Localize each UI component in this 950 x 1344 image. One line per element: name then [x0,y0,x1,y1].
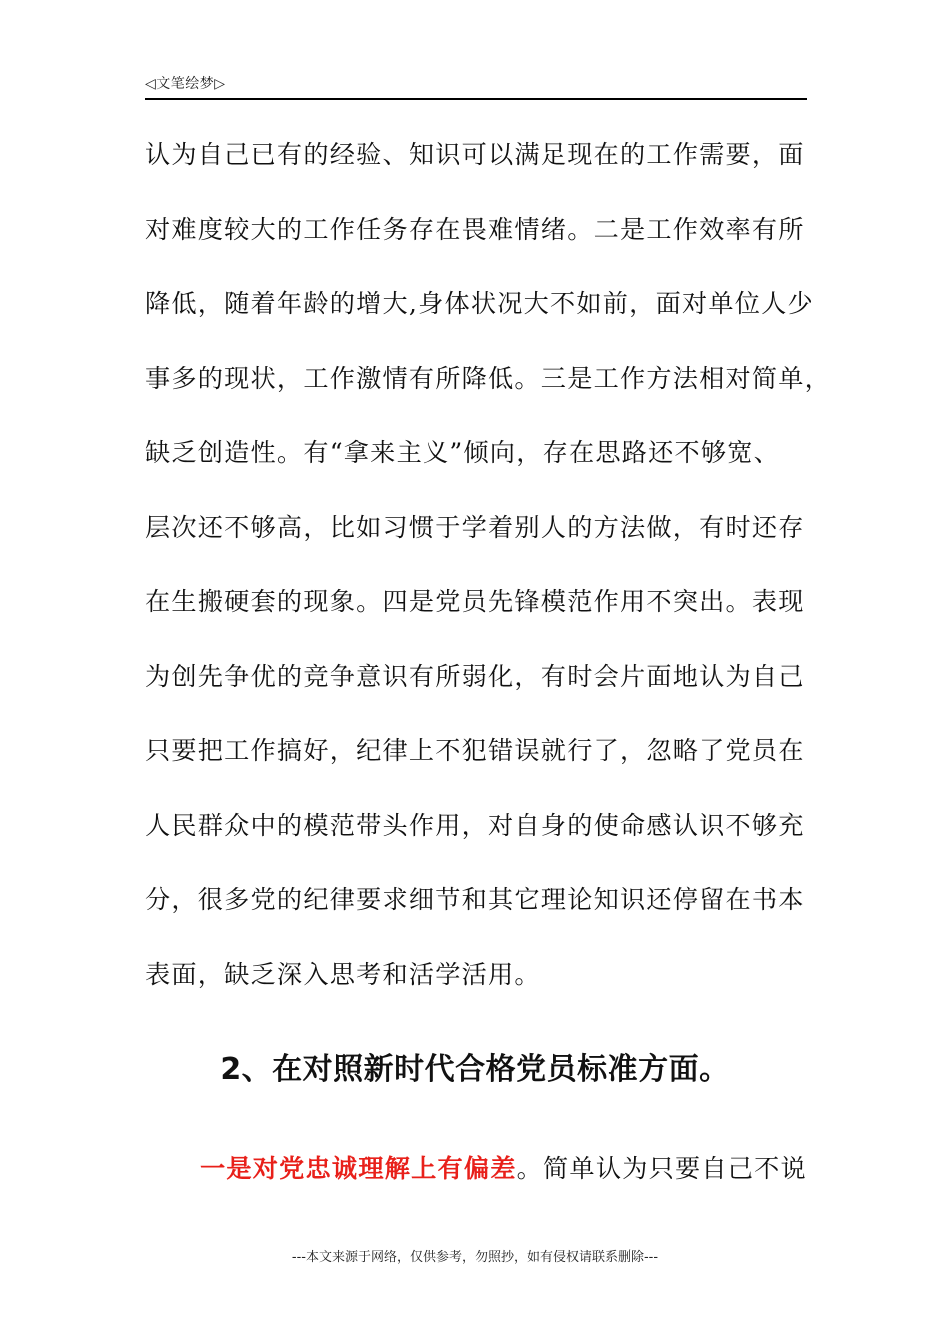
body-line: 对难度较大的工作任务存在畏难情绪。二是工作效率有所 [145,214,805,244]
section-heading: 2、在对照新时代合格党员标准方面。 [220,1052,730,1087]
highlighted-phrase: 一是对党忠诚理解上有偏差 [200,1154,517,1183]
body-line: 事多的现状，工作激情有所降低。三是工作方法相对简单， [145,363,832,393]
body-line: 缺乏创造性。有“拿来主义”倾向，存在思路还不够宽、 [145,438,781,467]
page-footer: ---本文来源于网络，仅供参考，勿照抄，如有侵权请联系删除--- [291,1250,659,1265]
body-line: 在生搬硬套的现象。四是党员先锋模范作用不突出。表现 [145,587,805,616]
body-line: 只要把工作搞好，纪律上不犯错误就行了，忽略了党员在 [145,736,805,765]
body-line: 人民群众中的模范带头作用，对自身的使命感认识不够充 [145,810,805,840]
body-paragraph [145,118,832,1012]
body-line: 降低，随着年龄的增大,身体状况大不如前，面对单位人少 [145,289,814,318]
paragraph-two-text: 。简单认为只要自己不说 [516,1154,807,1183]
paragraph-two [200,1149,807,1189]
body-line: 层次还不够高，比如习惯于学着别人的方法做，有时还存 [145,512,805,542]
body-line: 为创先争优的竞争意识有所弱化，有时会片面地认为自己 [145,661,805,691]
body-line: 认为自己已有的经验、知识可以满足现在的工作需要，面 [145,140,805,169]
page-header [145,74,807,100]
header-title: ◁文笔绘梦▷ [145,76,226,92]
body-line: 表面，缺乏深入思考和活学活用。 [145,959,541,989]
body-line: 分，很多党的纪律要求细节和其它理论知识还停留在书本 [145,885,805,914]
